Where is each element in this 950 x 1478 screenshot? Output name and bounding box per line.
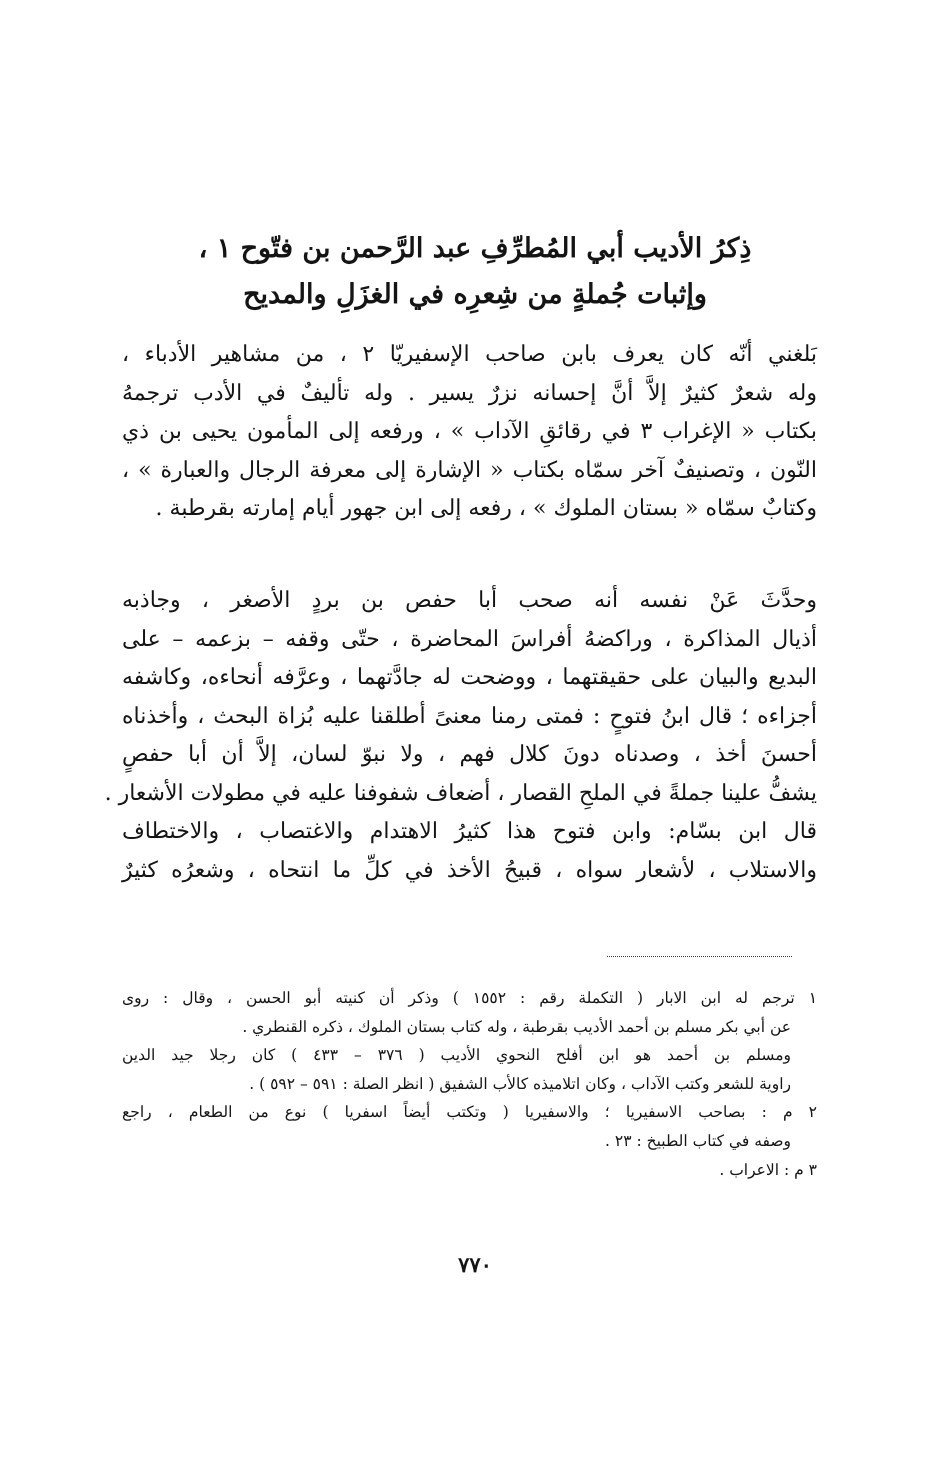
text-line: وحدَّثَ عَنْ نفسه أنه صحب أبا حفص بن بردٍ الأصغر ، وجاذبه bbox=[122, 588, 817, 613]
footnote-line: عن أبي بكر مسلم بن أحمد الأديب بقرطبة ، وله كتاب بستان الملوك ، ذكره القنطري . bbox=[242, 1017, 791, 1036]
text-line: أجزاءه ؛ قال ابنُ فتوحٍ : فمتى رمنا معنىً أطلقنا عليه بُزاة البحث ، وأخذناه bbox=[122, 703, 817, 729]
footnote-divider bbox=[607, 956, 792, 957]
footnote-line: ٢ م : بصاحب الاسفيريا ؛ والاسفيريا ( وتكتب أيضاً اسفريا ) نوع من الطعام ، راجع bbox=[122, 1103, 817, 1122]
paragraph-1 bbox=[122, 336, 817, 529]
title-line-1: ذِكرُ الأديب أبي المُطرِّفِ عبد الرَّحمن بن فتّوح ١ ، bbox=[198, 233, 752, 264]
text-line: قال ابن بسّام: وابن فتوح هذا كثيرُ الاهتدام والاغتصاب ، والاختطاف bbox=[122, 819, 817, 844]
text-line: أذيال المذاكرة ، وراكضهُ أفراسَ المحاضرة ، حتّى وقفه – بزعمه – على bbox=[122, 626, 817, 652]
text-line: وله شعرٌ كثيرٌ إلاَّ أنَّ إحسانه نزرٌ يسير . وله تأليفٌ في الأدب ترجمهُ bbox=[122, 380, 817, 406]
text-line: بَلغني أنّه كان يعرف بابن صاحب الإسفيريّا ٢ ، من مشاهير الأدباء ، bbox=[122, 342, 817, 367]
text-line: النّون ، وتصنيفٌ آخر سمّاه بكتاب « الإشارة إلى معرفة الرجال والعبارة » ، bbox=[122, 457, 817, 483]
footnote-line: راوية للشعر وكتب الآداب ، وكان اتلاميذه كالأب الشفيق ( انظر الصلة : ٥٩١ – ٥٩٢ ) . bbox=[249, 1074, 791, 1093]
footnote-line: ومسلم بن أحمد هو ابن أفلح النحوي الأديب ( ٣٧٦ – ٤٣٣ ) كان رجلا جيد الدين bbox=[122, 1046, 792, 1065]
footnote-line: ١ ترجم له ابن الابار ( التكملة رقم : ١٥٥٢ ) وذكر أن كنيته أبو الحسن ، وقال : روى bbox=[122, 989, 818, 1007]
title-line-2: وإثبات جُملةٍ من شِعرِه في الغزَلِ والمديح bbox=[243, 279, 707, 310]
footnote-line: وصفه في كتاب الطبيخ : ٢٣ . bbox=[605, 1131, 791, 1150]
text-line: يشفُّ علينا جملةً في الملحِ القصار ، أضعاف شفوفنا عليه في مطولات الأشعار . bbox=[104, 780, 817, 806]
section-title bbox=[150, 226, 800, 318]
page-number: ٧٧٠ bbox=[458, 1252, 492, 1277]
text-line: والاستلاب ، لأشعار سواه ، قبيحُ الأخذ في كلِّ ما انتحاه ، وشعرُه كثيرٌ bbox=[122, 857, 817, 883]
text-line: البديع والبيان على حقيقتهما ، ووضحت له جادَّتهما ، وعرَّفه أنحاءه، وكاشفه bbox=[122, 665, 817, 690]
footnotes bbox=[122, 984, 817, 1184]
footnote-line: ٣ م : الاعراب . bbox=[719, 1160, 817, 1179]
text-line: أحسنَ أخذ ، وصدناه دونَ كلال فهم ، ولا نبوّ لسان، إلاَّ أن أبا حفصٍ bbox=[122, 742, 817, 767]
text-line: بكتاب « الإغراب ٣ في رقائقِ الآداب » ، ورفعه إلى المأمون يحيى بن ذي bbox=[122, 419, 818, 444]
text-line: وكتابٌ سمّاه « بستان الملوك » ، رفعه إلى ابن جهور أيام إمارته بقرطبة . bbox=[155, 496, 817, 521]
paragraph-2 bbox=[104, 582, 817, 890]
